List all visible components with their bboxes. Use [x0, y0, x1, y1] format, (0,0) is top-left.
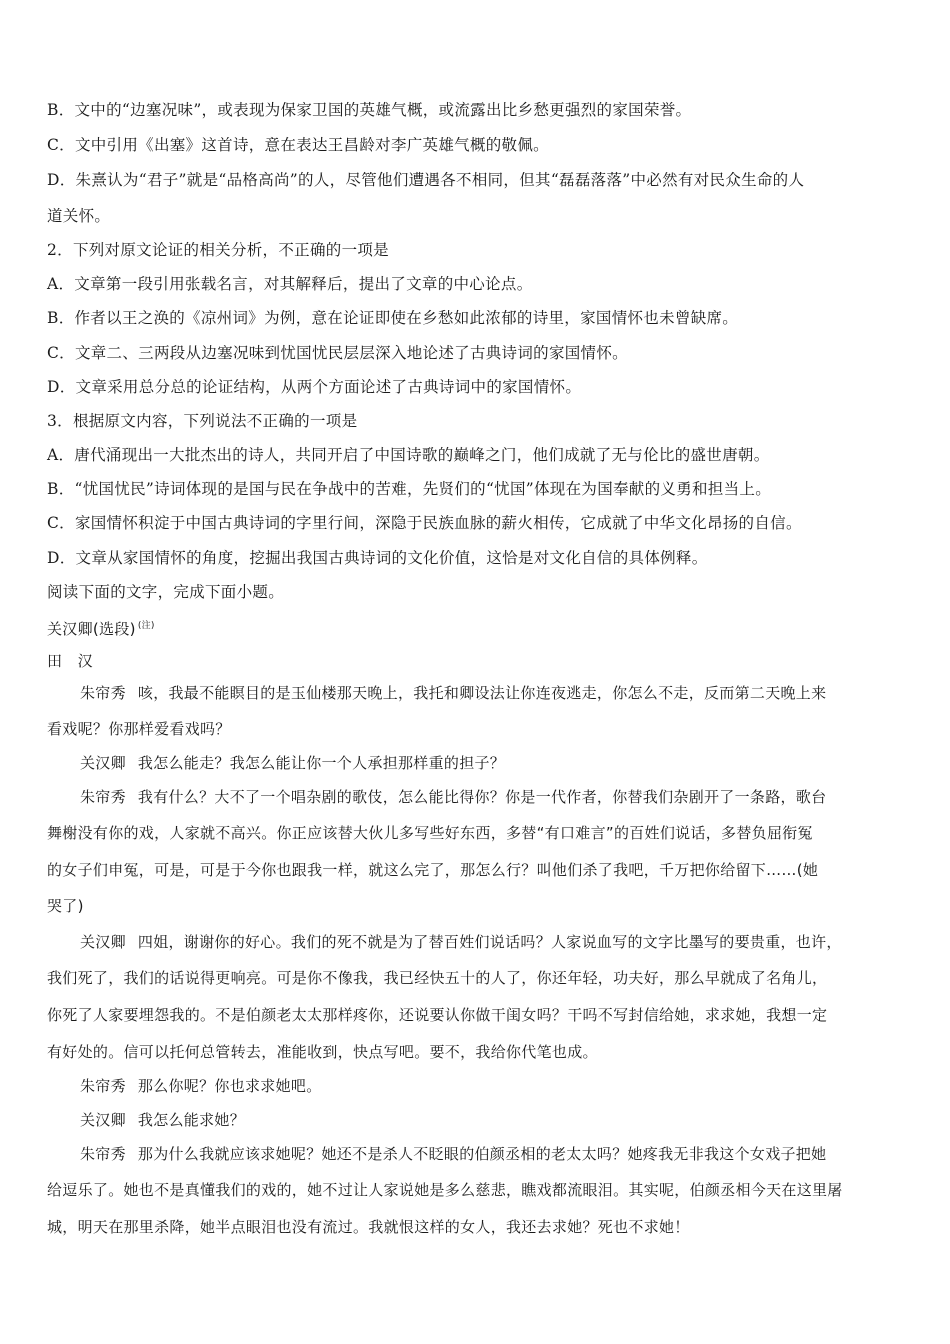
script-line-4-cont-1: 我们死了，我们的话说得更响亮。可是你不像我，我已经快五十的人了，你还年轻，功夫好，那么早就成了名角儿， — [47, 969, 828, 987]
script-line-7-cont-2: 城，明天在那里杀降，她半点眼泪也没有流过。我就恨这样的女人，我还去求她？死也不求她！ — [47, 1218, 690, 1236]
q2-option-d: D．文章采用总分总的论证结构，从两个方面论述了古典诗词中的家国情怀。 — [47, 378, 582, 396]
q3-stem: 3．根据原文内容，下列说法不正确的一项是 — [47, 412, 358, 430]
speaker-name: 关汉卿 — [80, 933, 126, 951]
reading-title-note: (注) — [137, 621, 155, 631]
dialogue-text: 我怎么能求她？ — [137, 1111, 246, 1129]
q3-option-c: C．家国情怀积淀于中国古典诗词的字里行间，深隐于民族血脉的薪火相传，它成就了中华文化昂扬的自信。 — [47, 514, 802, 532]
q2-option-a: A．文章第一段引用张载名言，对其解释后，提出了文章的中心论点。 — [47, 275, 533, 293]
q1-option-d-line1: D．朱熹认为“君子”就是“品格高尚”的人，尽管他们遭遇各不相同，但其“磊磊落落”中必然有对民众生命的人 — [47, 171, 805, 189]
reading-title — [47, 616, 907, 639]
script-line-3-cont-3: 哭了) — [47, 897, 84, 915]
reading-instruction: 阅读下面的文字，完成下面小题。 — [47, 583, 285, 601]
script-line-1 — [80, 683, 907, 703]
q1-option-b: B．文中的“边塞况味”，或表现为保家卫国的英雄气概，或流露出比乡愁更强烈的家国荣誉。 — [47, 101, 692, 119]
dialogue-text: 那么你呢？你也求求她吧。 — [137, 1077, 322, 1095]
dialogue-text: 我有什么？大不了一个唱杂剧的歌伎，怎么能比得你？你是一代作者，你替我们杂剧开了一条路，歌台 — [137, 788, 827, 806]
q3-option-b: B．“忧国忧民”诗词体现的是国与民在争战中的苦难，先贤们的“忧国”体现在为国奉献的义勇和担当上。 — [47, 480, 771, 498]
speaker-name: 朱帘秀 — [80, 1145, 126, 1163]
q3-option-d: D．文章从家国情怀的角度，挖掘出我国古典诗词的文化价值，这恰是对文化自信的具体例释。 — [47, 549, 708, 567]
q1-option-d-line2: 道关怀。 — [47, 207, 111, 225]
dialogue-text: 四姐，谢谢你的好心。我们的死不就是为了替百姓们说话吗？人家说血写的文字比墨写的要贵重，也许， — [137, 933, 842, 951]
dialogue-text: 咳，我最不能瞑目的是玉仙楼那天晚上，我托和卿设法让你连夜逃走，你怎么不走，反而第二天晚上来 — [137, 684, 827, 702]
script-line-2 — [80, 753, 907, 773]
script-line-4-cont-3: 有好处的。信可以托何总管转去，准能收到，快点写吧。要不，我给你代笔也成。 — [47, 1043, 598, 1061]
script-line-6 — [80, 1110, 907, 1130]
script-line-7-cont-1: 给逗乐了。她也不是真懂我们的戏的，她不过让人家说她是多么慈悲，瞧戏都流眼泪。其实呢，伯颜丞相今天在这里屠 — [47, 1181, 843, 1199]
speaker-name: 朱帘秀 — [80, 1077, 126, 1095]
q3-option-a: A．唐代涌现出一大批杰出的诗人，共同开启了中国诗歌的巅峰之门，他们成就了无与伦比的盛世唐朝。 — [47, 446, 770, 464]
speaker-name: 朱帘秀 — [80, 684, 126, 702]
script-line-5 — [80, 1076, 907, 1096]
script-line-4-cont-2: 你死了人家要埋怨我的。不是伯颜老太太那样疼你，还说要认你做干闺女吗？干吗不写封信给她，求求她，我想一定 — [47, 1006, 828, 1024]
q2-option-c: C．文章二、三两段从边塞况味到忧国忧民层层深入地论述了古典诗词的家国情怀。 — [47, 344, 628, 362]
speaker-name: 关汉卿 — [80, 1111, 126, 1129]
script-line-3 — [80, 787, 907, 807]
q1-option-c: C．文中引用《出塞》这首诗，意在表达王昌龄对李广英雄气概的敬佩。 — [47, 136, 549, 154]
dialogue-text: 我怎么能走？我怎么能让你一个人承担那样重的担子？ — [137, 754, 506, 772]
dialogue-text: 那为什么我就应该求她呢？她还不是杀人不眨眼的伯颜丞相的老太太吗？她疼我无非我这个女戏子把她 — [137, 1145, 827, 1163]
speaker-name: 关汉卿 — [80, 754, 126, 772]
script-line-4 — [80, 932, 907, 952]
script-line-1-cont: 看戏呢？你那样爱看戏吗？ — [47, 720, 231, 738]
reading-title-text: 关汉卿(选段) — [47, 620, 136, 638]
script-line-7 — [80, 1144, 907, 1164]
q2-stem: 2．下列对原文论证的相关分析，不正确的一项是 — [47, 241, 389, 259]
reading-author: 田 汉 — [47, 652, 93, 670]
q2-option-b: B．作者以王之涣的《凉州词》为例，意在论证即使在乡愁如此浓郁的诗里，家国情怀也未曾缺席。 — [47, 309, 739, 327]
script-line-3-cont-1: 舞榭没有你的戏，人家就不高兴。你正应该替大伙儿多写些好东西，多替“有口难言”的百姓们说话，多替负屈衔冤 — [47, 824, 813, 842]
speaker-name: 朱帘秀 — [80, 788, 126, 806]
script-line-3-cont-2: 的女子们申冤，可是，可是于今你也跟我一样，就这么完了，那怎么行？叫他们杀了我吧，千万把你给留下……(她 — [47, 861, 819, 879]
